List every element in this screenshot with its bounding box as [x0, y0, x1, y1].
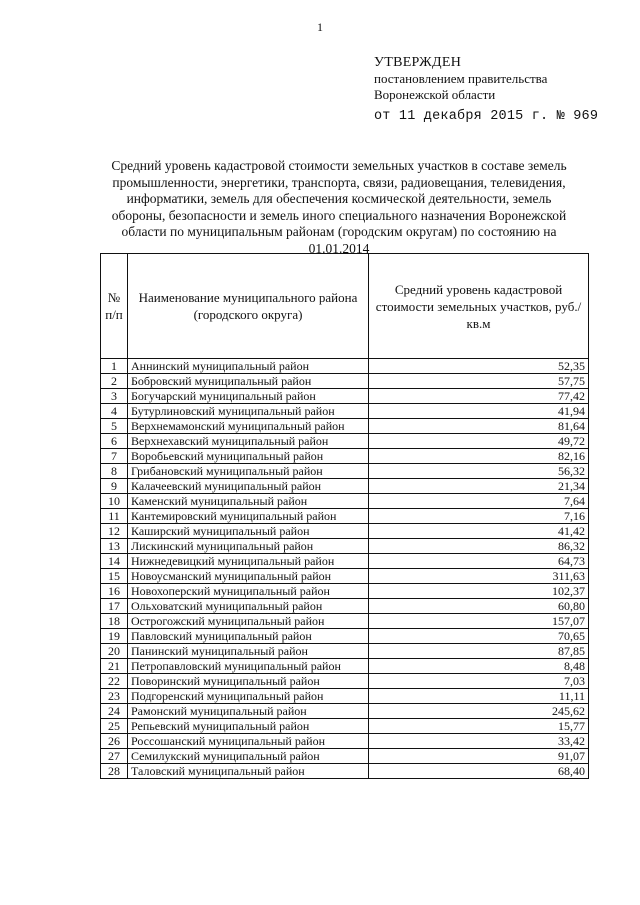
- table-row: [101, 629, 589, 644]
- cadastral-value: 49,72: [369, 434, 589, 449]
- cadastral-value: 57,75: [369, 374, 589, 389]
- cadastral-value: 7,03: [369, 674, 589, 689]
- row-number: 9: [101, 479, 128, 494]
- approval-block: [374, 55, 598, 125]
- district-name: Верхнемамонский муниципальный район: [128, 419, 369, 434]
- table-row: [101, 524, 589, 539]
- cadastral-value: 70,65: [369, 629, 589, 644]
- district-name: Бутурлиновский муниципальный район: [128, 404, 369, 419]
- district-name: Репьевский муниципальный район: [128, 719, 369, 734]
- district-name: Острогожский муниципальный район: [128, 614, 369, 629]
- page-number: 1: [317, 20, 323, 34]
- table-row: [101, 389, 589, 404]
- district-name: Ольховатский муниципальный район: [128, 599, 369, 614]
- row-number: 20: [101, 644, 128, 659]
- cadastral-value: 64,73: [369, 554, 589, 569]
- district-name: Лискинский муниципальный район: [128, 539, 369, 554]
- district-name: Таловский муниципальный район: [128, 764, 369, 779]
- table-row: [101, 644, 589, 659]
- row-number: 10: [101, 494, 128, 509]
- district-name: Каширский муниципальный район: [128, 524, 369, 539]
- row-number: 8: [101, 464, 128, 479]
- district-name: Аннинский муниципальный район: [128, 359, 369, 374]
- district-name: Петропавловский муниципальный район: [128, 659, 369, 674]
- cadastral-value: 68,40: [369, 764, 589, 779]
- cadastral-value: 52,35: [369, 359, 589, 374]
- district-name: Панинский муниципальный район: [128, 644, 369, 659]
- row-number: 17: [101, 599, 128, 614]
- table-row: [101, 614, 589, 629]
- cadastral-value: 102,37: [369, 584, 589, 599]
- row-number: 12: [101, 524, 128, 539]
- table-row: [101, 359, 589, 374]
- table-row: [101, 599, 589, 614]
- table-row: [101, 479, 589, 494]
- cadastral-value: 81,64: [369, 419, 589, 434]
- approval-stamp: от 11 декабря 2015 г. № 969: [374, 109, 599, 124]
- table-header-row: [101, 254, 589, 359]
- approval-line: постановлением правительства: [374, 71, 548, 86]
- table-row: [101, 539, 589, 554]
- column-header-district: Наименование муниципального района (городского округа): [128, 254, 369, 359]
- district-name: Грибановский муниципальный район: [128, 464, 369, 479]
- row-number: 19: [101, 629, 128, 644]
- cadastral-value: 91,07: [369, 749, 589, 764]
- cadastral-value: 15,77: [369, 719, 589, 734]
- row-number: 27: [101, 749, 128, 764]
- table-row: [101, 674, 589, 689]
- cadastral-value: 77,42: [369, 389, 589, 404]
- cadastral-value: 7,16: [369, 509, 589, 524]
- table-row: [101, 404, 589, 419]
- table-row: [101, 734, 589, 749]
- row-number: 15: [101, 569, 128, 584]
- table-row: [101, 569, 589, 584]
- district-name: Новохоперский муниципальный район: [128, 584, 369, 599]
- table-row: [101, 419, 589, 434]
- row-number: 21: [101, 659, 128, 674]
- column-header-number: № п/п: [101, 254, 128, 359]
- cadastral-value: 245,62: [369, 704, 589, 719]
- district-name: Верхнехавский муниципальный район: [128, 434, 369, 449]
- table-row: [101, 449, 589, 464]
- table-row: [101, 584, 589, 599]
- row-number: 5: [101, 419, 128, 434]
- cadastral-value: 41,94: [369, 404, 589, 419]
- row-number: 26: [101, 734, 128, 749]
- cadastral-value: 60,80: [369, 599, 589, 614]
- table-row: [101, 554, 589, 569]
- district-name: Кантемировский муниципальный район: [128, 509, 369, 524]
- cadastral-value: 8,48: [369, 659, 589, 674]
- district-name: Каменский муниципальный район: [128, 494, 369, 509]
- table-row: [101, 749, 589, 764]
- row-number: 16: [101, 584, 128, 599]
- row-number: 13: [101, 539, 128, 554]
- table-row: [101, 659, 589, 674]
- district-name: Нижнедевицкий муниципальный район: [128, 554, 369, 569]
- cadastral-value: 33,42: [369, 734, 589, 749]
- district-name: Павловский муниципальный район: [128, 629, 369, 644]
- district-name: Воробьевский муниципальный район: [128, 449, 369, 464]
- district-name: Богучарский муниципальный район: [128, 389, 369, 404]
- district-name: Россошанский муниципальный район: [128, 734, 369, 749]
- cadastral-value: 7,64: [369, 494, 589, 509]
- table-body: [101, 359, 589, 779]
- table-row: [101, 689, 589, 704]
- table-row: [101, 464, 589, 479]
- table-row: [101, 509, 589, 524]
- row-number: 3: [101, 389, 128, 404]
- row-number: 7: [101, 449, 128, 464]
- cadastral-value: 56,32: [369, 464, 589, 479]
- district-name: Рамонский муниципальный район: [128, 704, 369, 719]
- row-number: 6: [101, 434, 128, 449]
- cadastral-value: 21,34: [369, 479, 589, 494]
- row-number: 25: [101, 719, 128, 734]
- cadastral-value: 311,63: [369, 569, 589, 584]
- row-number: 28: [101, 764, 128, 779]
- cadastral-value: 157,07: [369, 614, 589, 629]
- approval-heading: УТВЕРЖДЕН: [374, 55, 462, 70]
- table-row: [101, 434, 589, 449]
- district-name: Новоусманский муниципальный район: [128, 569, 369, 584]
- table-row: [101, 764, 589, 779]
- district-name: Бобровский муниципальный район: [128, 374, 369, 389]
- column-header-value: Средний уровень кадастровой стоимости земельных участков, руб./кв.м: [369, 254, 589, 359]
- row-number: 1: [101, 359, 128, 374]
- cadastral-value: 86,32: [369, 539, 589, 554]
- district-name: Поворинский муниципальный район: [128, 674, 369, 689]
- district-name: Семилукский муниципальный район: [128, 749, 369, 764]
- row-number: 23: [101, 689, 128, 704]
- row-number: 22: [101, 674, 128, 689]
- district-name: Подгоренский муниципальный район: [128, 689, 369, 704]
- table-row: [101, 719, 589, 734]
- cadastral-value: 87,85: [369, 644, 589, 659]
- approval-line: Воронежской области: [374, 87, 496, 102]
- table-row: [101, 704, 589, 719]
- row-number: 24: [101, 704, 128, 719]
- cadastral-value: 11,11: [369, 689, 589, 704]
- document-title: Средний уровень кадастровой стоимости земельных участков в составе земель промышленности, энергетики, транспорта, связи, радиовещания, телевидения, информатики, земель для обеспечения космической деятельности, земель обороны, безопасности и земель иного специального назначения Воронежской области по муниципальным районам (городским округам) по состоянию на 01.01.2014: [111, 158, 567, 256]
- cadastral-value: 41,42: [369, 524, 589, 539]
- row-number: 4: [101, 404, 128, 419]
- row-number: 14: [101, 554, 128, 569]
- table-row: [101, 374, 589, 389]
- row-number: 11: [101, 509, 128, 524]
- district-name: Калачеевский муниципальный район: [128, 479, 369, 494]
- row-number: 2: [101, 374, 128, 389]
- cadastral-value-table: [100, 253, 589, 779]
- table-row: [101, 494, 589, 509]
- row-number: 18: [101, 614, 128, 629]
- cadastral-value: 82,16: [369, 449, 589, 464]
